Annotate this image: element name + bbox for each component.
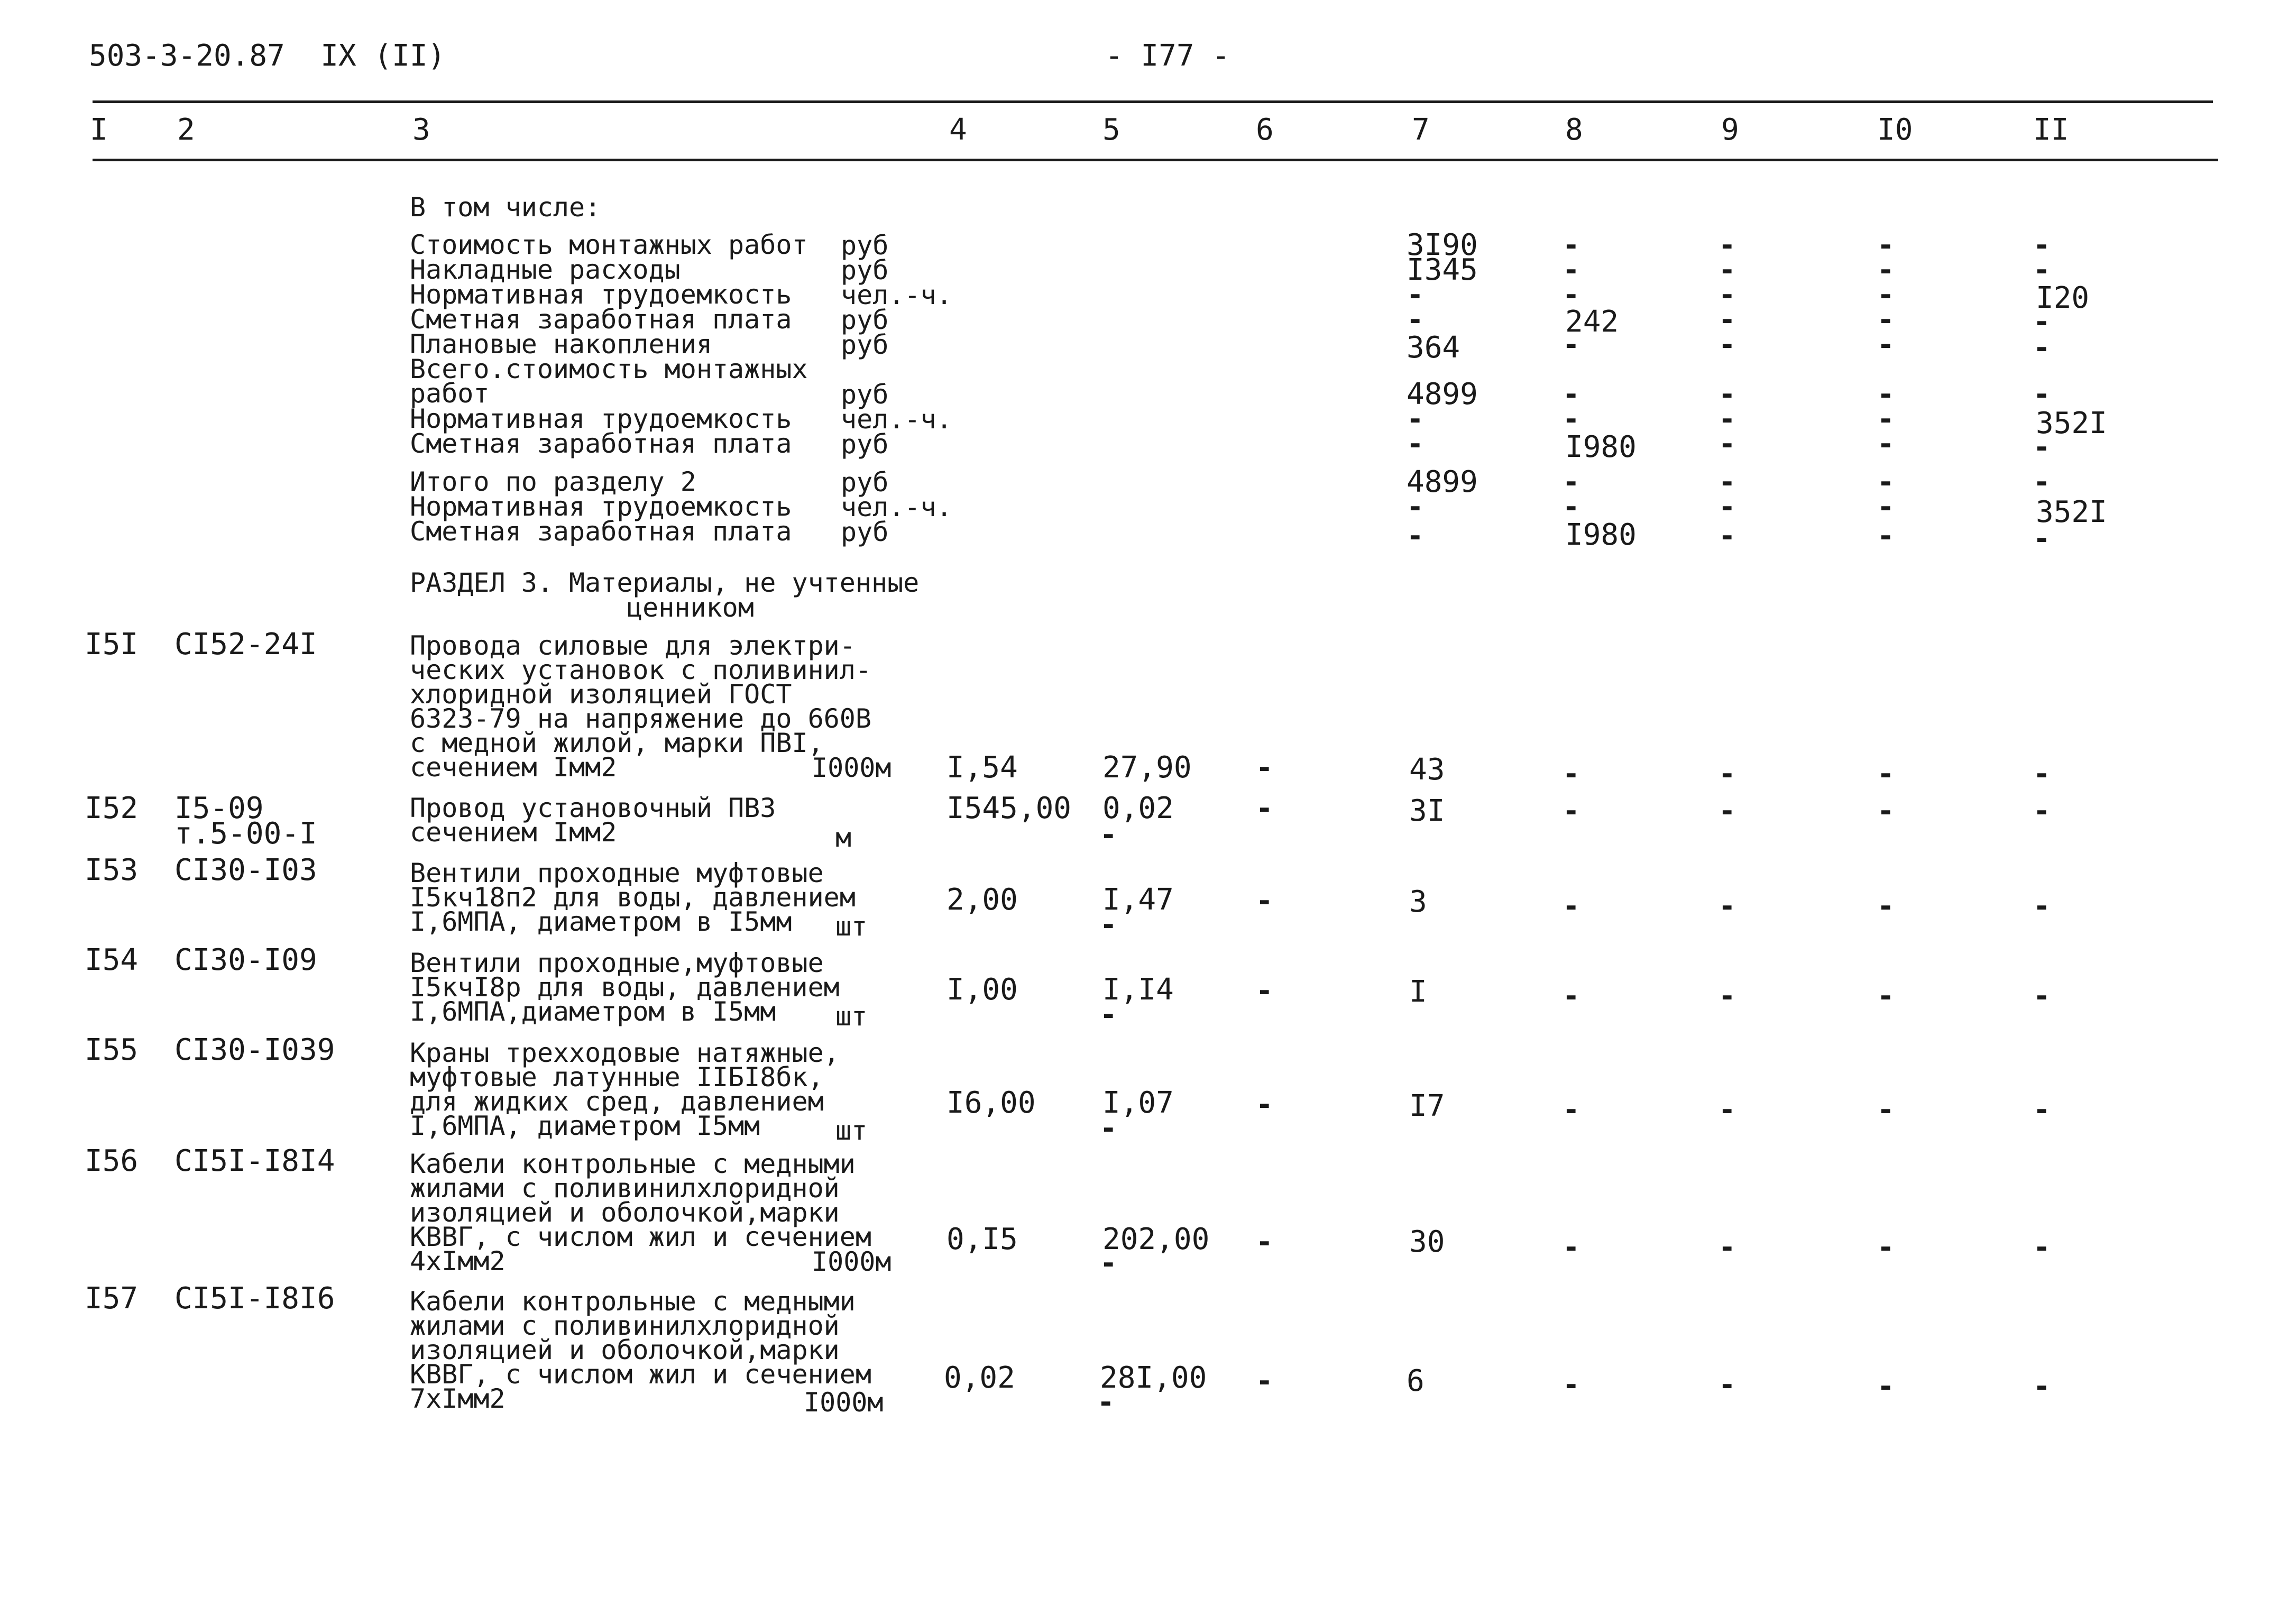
cell-col6: - [1256,1225,1273,1259]
cell-col11: - [2033,465,2051,499]
item-code: CI5I-I8I6 [174,1281,335,1316]
column-number: 5 [1102,113,1120,147]
cell-col7: 6 [1407,1364,1425,1398]
cell-col10: - [1877,1370,1895,1403]
item-description: Вентили проходные,муфтовые I5кчI8р для воды, давлением I,6МПА,диаметром в I5мм [410,948,840,1027]
cell-col7: 3I [1409,794,1445,828]
cell-col8: - [1563,757,1580,791]
cell-col5: I,07 [1102,1086,1174,1120]
cell-col9: - [1719,328,1736,361]
cell-col9: - [1719,1093,1736,1126]
column-number: 6 [1256,113,1274,147]
header-bottom-rule [93,159,2218,161]
item-unit: шт [835,1001,868,1032]
row-unit: руб [841,305,889,335]
column-number: 7 [1412,113,1430,147]
row-unit: чел.-ч. [841,404,952,435]
row-name: Стоимость монтажных работ [410,230,808,260]
cell-col11: - [2033,430,2051,464]
item-code: CI5I-I8I4 [174,1144,335,1178]
item-number: I56 [85,1144,139,1178]
cell-col8: - [1563,278,1580,311]
column-number: I [90,113,108,147]
row-unit: руб [841,517,889,547]
cell-col8: I980 [1565,518,1637,552]
cell-col10: - [1877,228,1895,262]
row-name: Итого по разделу 2 [410,466,696,497]
item-number: I52 [85,791,139,825]
document-code: 503-3-20.87 IX (II) [89,39,446,73]
including-label: В том числе: [410,192,601,223]
item-description: Провод установочный ПВ3 сечением Iмм2 [410,793,776,848]
cell-col5: 202,00 [1102,1222,1210,1256]
cell-col7: 3I90 [1407,228,1478,262]
row-name: Нормативная трудоемкость [410,403,792,434]
cell-col7: 30 [1409,1225,1445,1259]
row-unit: руб [841,255,889,286]
item-description: Провода силовые для электри- ческих установок с поливинил- хлоридной изоляцией ГОСТ 6323-79 на напряжение до 660В с медной жилой, марки ПВI, сечением Iмм2 [410,630,871,783]
item-unit: шт [835,911,868,942]
cell-col11: - [2033,522,2051,555]
cell-col7: - [1407,427,1424,461]
cell-col6: - [1256,884,1273,917]
row-name: Нормативная трудоемкость [410,279,792,310]
cell-col11: I20 [2036,281,2090,315]
cell-col11: - [2033,979,2051,1013]
cell-col11: - [2033,794,2051,828]
cell-col8: - [1563,889,1580,923]
cell-col6: - [1256,974,1273,1007]
cell-col9: - [1719,253,1736,287]
item-code: CI30-I039 [174,1033,335,1067]
cell-col10: - [1877,889,1895,923]
item-description: Кабели контрольные с медными жилами с поливинилхлоридной изоляцией и оболочкой,марки КВВГ, с числом жил и сечением 7xIмм2 [410,1286,871,1414]
column-number: 2 [177,113,195,147]
cell-col7: 4899 [1407,465,1478,499]
cell-col5: I,47 [1102,883,1174,917]
item-unit: шт [835,1115,868,1146]
item-unit: I000м [812,1246,892,1277]
row-unit: руб [841,379,889,410]
item-code: CI30-I03 [174,853,317,887]
cell-col10: - [1877,253,1895,287]
item-number: I54 [85,943,139,977]
cell-col6: - [1256,1088,1273,1121]
cell-col4: 0,02 [944,1361,1015,1395]
cell-col6: - [1256,1364,1273,1398]
item-description: Кабели контрольные с медными жилами с поливинилхлоридной изоляцией и оболочкой,марки КВВГ, с числом жил и сечением 4xIмм2 [410,1149,871,1277]
cell-col9: - [1719,1368,1736,1401]
cell-col8: - [1563,378,1580,411]
cell-col9: - [1719,278,1736,311]
cell-col11: - [2033,889,2051,923]
column-number: 4 [949,113,967,147]
column-number: 8 [1565,113,1583,147]
cell-col7: - [1407,519,1424,553]
row-unit: руб [841,230,889,261]
cell-col4: I545,00 [946,791,1072,825]
cell-col9: - [1719,303,1736,336]
item-code: CI30-I09 [174,943,317,977]
cell-col8: - [1563,1368,1580,1401]
cell-col10: - [1877,979,1895,1013]
cell-col9: - [1719,794,1736,828]
cell-col5: 0,02 [1102,791,1174,825]
cell-col8: - [1563,328,1580,361]
cell-col9: - [1719,378,1736,411]
column-number: I0 [1877,113,1913,147]
cell-col11: - [2033,305,2051,338]
item-number: I5I [85,627,139,662]
cell-col4: 2,00 [946,883,1018,917]
cell-col7: 4899 [1407,377,1478,411]
cell-col4: I,54 [946,750,1018,785]
cell-col9: - [1719,465,1736,499]
cell-col4: I,00 [946,972,1018,1007]
cell-col10: - [1877,465,1895,499]
cell-col5: I,I4 [1102,972,1174,1007]
cell-col9: - [1719,519,1736,553]
cell-col5-dash: - [1100,1246,1117,1280]
cell-col9: - [1719,757,1736,791]
cell-col11: - [2033,228,2051,262]
cell-col9: - [1719,402,1736,436]
row-unit: руб [841,429,889,460]
cell-col8: - [1563,979,1580,1013]
cell-col9: - [1719,490,1736,524]
cell-col6: - [1256,751,1273,784]
item-description: Вентили проходные муфтовые I5кч18п2 для воды, давлением I,6МПА, диаметром в I5мм [410,858,856,937]
item-unit: I000м [812,753,892,783]
column-number: 3 [412,113,430,147]
cell-col9: - [1719,889,1736,923]
row-name: Всего.стоимость монтажных работ [410,354,808,409]
cell-col11: - [2033,331,2051,364]
row-name: Сметная заработная плата [410,428,792,459]
cell-col5-dash: - [1097,1386,1115,1419]
cell-col10: - [1877,490,1895,524]
cell-col8: - [1563,253,1580,287]
cell-col10: - [1877,1093,1895,1126]
cell-col9: - [1719,979,1736,1013]
cell-col11: - [2033,1093,2051,1126]
cell-col7: - [1407,490,1424,524]
cell-col8: - [1563,402,1580,436]
cell-col6: - [1256,792,1273,825]
item-number: I53 [85,853,139,887]
cell-col4: 0,I5 [946,1222,1018,1256]
section3-title-cont: ценником [627,592,754,623]
cell-col8: I980 [1565,430,1637,464]
cell-col5-dash: - [1100,908,1117,941]
cell-col10: - [1877,278,1895,311]
cell-col11: - [2033,1231,2051,1264]
cell-col8: - [1563,1093,1580,1126]
cell-col11: 352I [2036,406,2107,441]
cell-col5-dash: - [1100,1112,1117,1145]
cell-col9: - [1719,427,1736,461]
cell-col10: - [1877,1231,1895,1264]
cell-col8: - [1563,465,1580,499]
row-name: Сметная заработная плата [410,304,792,335]
cell-col7: 364 [1407,331,1460,365]
cell-col10: - [1877,794,1895,828]
row-name: Сметная заработная плата [410,516,792,547]
row-name: Накладные расходы [410,254,681,285]
cell-col9: - [1719,1231,1736,1264]
cell-col11: - [2033,757,2051,791]
cell-col7: I [1409,975,1427,1009]
item-unit: м [835,822,852,853]
row-unit: чел.-ч. [841,492,952,522]
cell-col9: - [1719,228,1736,262]
cell-col5-dash: - [1100,818,1117,851]
cell-col7: I345 [1407,253,1478,287]
cell-col11: - [2033,1370,2051,1403]
cell-col5: 27,90 [1102,750,1192,785]
cell-col10: - [1877,757,1895,791]
cell-col8: - [1563,490,1580,524]
item-description: Краны трехходовые натяжные, муфтовые латунные IIБI8бк, для жидких сред, давлением I,6МПА, диаметром I5мм [410,1038,840,1141]
section3-title: РАЗДЕЛ 3. Материалы, не учтенные [410,567,920,598]
row-name: Нормативная трудоемкость [410,491,792,522]
cell-col10: - [1877,378,1895,411]
column-number: II [2033,113,2069,147]
row-unit: руб [841,467,889,498]
column-number: 9 [1721,113,1739,147]
item-code: CI52-24I [174,627,317,662]
page-number: - I77 - [1105,39,1230,73]
row-name: Плановые накопления [410,329,712,360]
cell-col10: - [1877,402,1895,436]
cell-col10: - [1877,427,1895,461]
cell-col7: - [1407,278,1424,311]
cell-col8: - [1563,1231,1580,1264]
item-number: I57 [85,1281,139,1316]
item-number: I55 [85,1033,139,1067]
cell-col5: 28I,00 [1100,1361,1207,1395]
row-unit: руб [841,329,889,360]
cell-col8: - [1563,228,1580,262]
cell-col7: 3 [1409,885,1427,919]
cell-col4: I6,00 [946,1086,1036,1120]
row-unit: чел.-ч. [841,280,952,310]
item-code: I5-09 т.5-00-I [174,791,317,851]
cell-col8: - [1563,794,1580,828]
cell-col10: - [1877,303,1895,336]
item-unit: I000м [804,1387,884,1418]
cell-col7: - [1407,303,1424,336]
top-rule [93,100,2213,103]
cell-col7: 43 [1409,753,1445,787]
cell-col11: - [2033,253,2051,287]
cell-col10: - [1877,519,1895,553]
cell-col10: - [1877,328,1895,361]
cell-col11: - [2033,378,2051,411]
cell-col7: - [1407,402,1424,436]
cell-col8: 242 [1565,305,1619,339]
cell-col5-dash: - [1100,998,1117,1031]
cell-col11: 352I [2036,495,2107,529]
cell-col7: I7 [1409,1089,1445,1123]
